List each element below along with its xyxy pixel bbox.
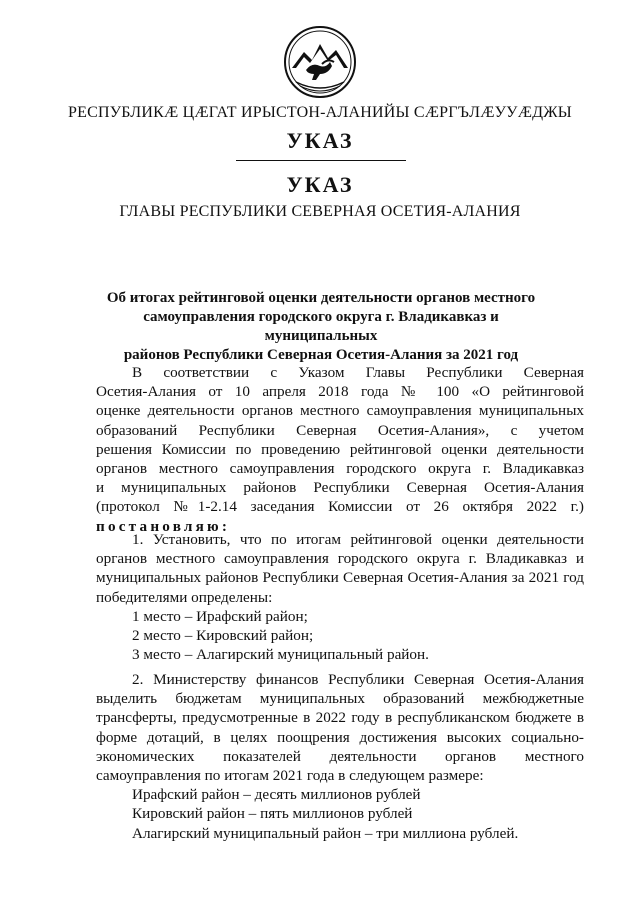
title-line: районов Республики Северная Осетия-Алания за 2021 год	[123, 347, 519, 363]
coat-of-arms-icon	[282, 24, 358, 100]
amount-item: Кировский район – пять миллионов рублей	[132, 805, 413, 823]
preamble	[96, 363, 584, 536]
preamble-line: Осетия-Алания от 10 апреля 2018 года № 100 «О рейтинговой	[96, 383, 584, 401]
place-item: 3 место – Алагирский муниципальный район.	[132, 646, 429, 664]
section-line: 1. Установить, что по итогам рейтинговой оценки деятельности	[132, 531, 584, 548]
section-2	[96, 670, 584, 843]
header-ossetian: РЕСПУБЛИКӔ ЦӔГАТ ИРЫСТОН-АЛАНИЙЫ СӔРГЪЛӔУУӔДЖЫ	[68, 104, 572, 121]
amount-item: Ирафский район – десять миллионов рублей	[132, 786, 421, 804]
preamble-line: образований Республики Северная Осетия-Алания», с учетом	[96, 421, 584, 439]
preamble-line: В соответствии с Указом Главы Республики Северная	[132, 364, 584, 381]
header-divider	[236, 160, 406, 161]
title-line: самоуправления городского округа г. Владикавказ и муниципальных	[143, 309, 499, 344]
amount-item: Алагирский муниципальный район – три миллиона рублей.	[132, 824, 519, 842]
preamble-line: и муниципальных районов Республики Северная Осетия-Алания	[96, 479, 584, 497]
ukaz-heading-main: УКАЗ	[286, 172, 354, 197]
title-line: Об итогах рейтинговой оценки деятельности органов местного	[106, 290, 536, 306]
ukaz-heading-top: УКАЗ	[286, 128, 354, 153]
header-russian: ГЛАВЫ РЕСПУБЛИКИ СЕВЕРНАЯ ОСЕТИЯ-АЛАНИЯ	[119, 203, 521, 220]
preamble-line: решения Комиссии по проведению рейтинговой оценки деятельности	[96, 440, 584, 458]
section-line: выделить бюджетам муниципальных образований межбюджетные	[96, 690, 584, 708]
section-line: победителями определены:	[96, 588, 273, 606]
section-line: самоуправления по итогам 2021 года в следующем размере:	[96, 767, 484, 785]
place-item: 1 место – Ирафский район;	[132, 607, 308, 625]
section-line: форме дотаций, в целях поощрения достижения высоких социально-	[96, 728, 584, 746]
section-line: экономических показателей деятельности органов местного	[96, 747, 584, 765]
section-line: 2. Министерству финансов Республики Северная Осетия-Алания	[132, 671, 584, 688]
section-1	[96, 530, 584, 664]
place-item: 2 место – Кировский район;	[132, 627, 314, 645]
decree-title	[96, 289, 546, 365]
section-line: муниципальных районов Республики Северная Осетия-Алания за 2021 год	[96, 569, 584, 587]
preamble-line: органов местного самоуправления городского округа г. Владикавказ	[96, 460, 584, 478]
preamble-line: оценке деятельности органов местного самоуправления муниципальных	[96, 402, 584, 420]
decree-word: постановляю:	[96, 517, 231, 535]
section-line: органов местного самоуправления городского округа г. Владикавказ и	[96, 550, 584, 568]
preamble-line: (протокол №1-2.14 заседания Комиссии от 26 октября 2022 г.)	[96, 498, 584, 516]
section-line: трансферты, предусмотренные в 2022 году в республиканском бюджете в	[96, 709, 584, 727]
